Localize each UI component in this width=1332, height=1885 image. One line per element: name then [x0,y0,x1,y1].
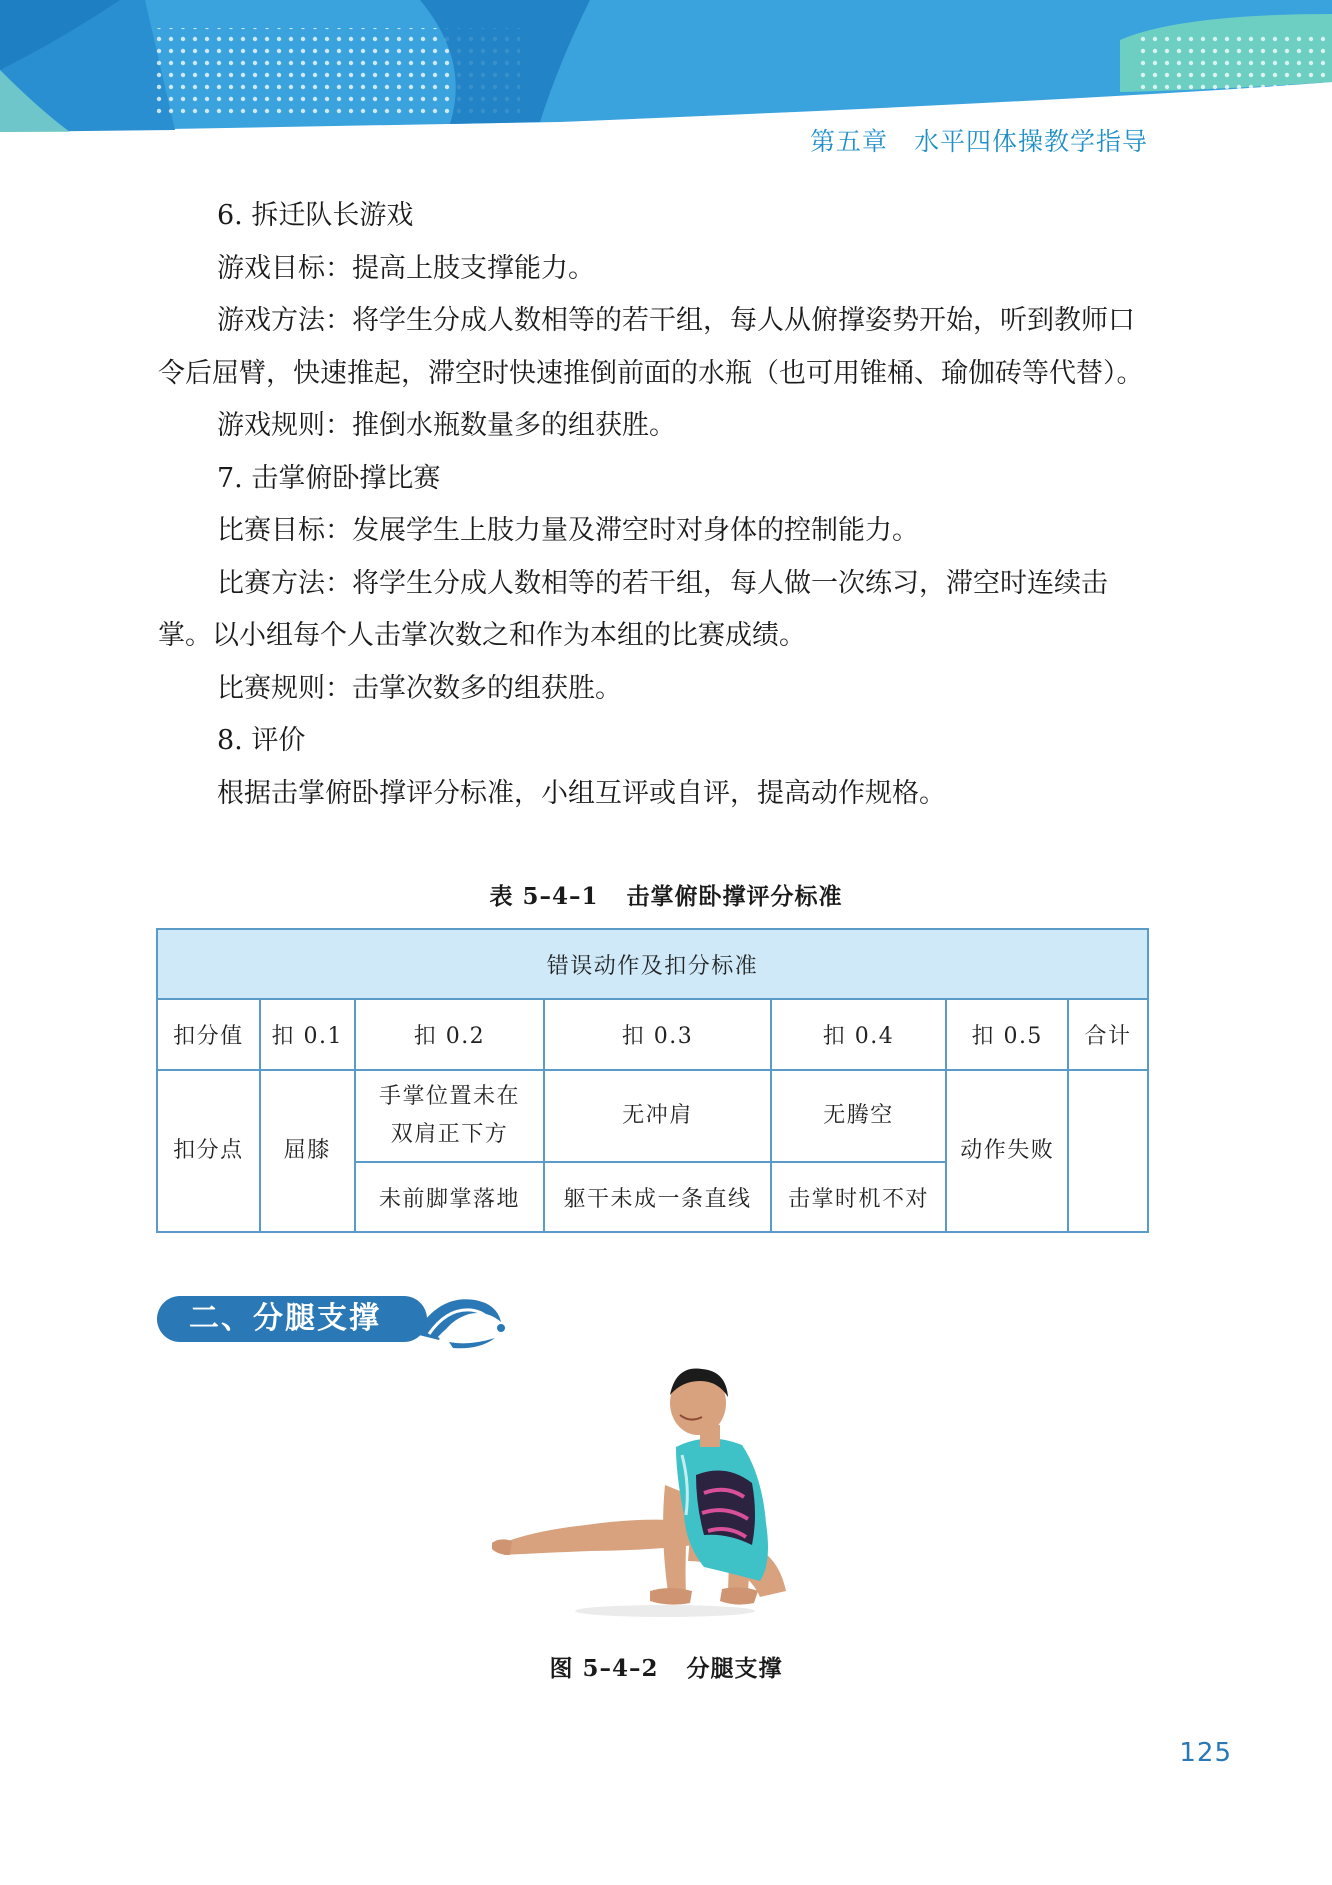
point-cell: 动作失败 [946,1070,1068,1232]
paragraph: 游戏目标：提高上肢支撑能力。 [217,252,595,284]
paragraph: 比赛目标：发展学生上肢力量及滞空时对身体的控制能力。 [217,515,919,546]
value-cell: 扣 0.5 [946,999,1068,1070]
value-cell: 扣 0.3 [544,999,770,1070]
point-cell: 屈膝 [260,1070,355,1232]
total-cell [1068,1070,1148,1232]
point-cell: 手掌位置未在双肩正下方 [355,1070,545,1162]
paragraph: 游戏方法：将学生分成人数相等的若干组，每人从俯撑姿势开始，听到教师口令后屈臂，快速推起，滞空时快速推倒前面的水瓶（也可用锥桶、瑜伽砖等代替）。 [158,305,1144,389]
chapter-number: 第五章 [809,127,888,156]
figure-caption [0,1650,1332,1683]
wave-ornament-icon [409,1290,509,1350]
point-cell: 躯干未成一条直线 [544,1162,770,1232]
paragraph: 比赛规则：击掌次数多的组获胜。 [217,672,622,704]
figure-caption-number: 图 5–4–2 [549,1655,659,1682]
row-label-value: 扣分值 [157,999,260,1070]
scoring-table [156,928,1149,1233]
chapter-name: 水平四体操教学指导 [913,127,1148,156]
heading-8: 8. 评价 [217,725,306,756]
point-cell: 无腾空 [771,1070,947,1162]
body-text [158,190,1148,820]
value-cell: 扣 0.2 [355,999,545,1070]
straddle-support-photo [490,1355,820,1625]
section-heading [157,1296,512,1344]
value-cell: 扣 0.1 [260,999,355,1070]
paragraph: 根据击掌俯卧撑评分标准，小组互评或自评，提高动作规格。 [217,777,946,809]
point-cell: 未前脚掌落地 [355,1162,545,1232]
figure-caption-title: 分腿支撑 [686,1655,783,1682]
value-cell: 扣 0.4 [771,999,947,1070]
header-banner [0,0,1332,140]
table-caption [0,878,1332,911]
row-label-points: 扣分点 [157,1070,260,1232]
section-title: 二、分腿支撑 [157,1296,427,1342]
page-number: 125 [1179,1738,1232,1768]
heading-7: 7. 击掌俯卧撑比赛 [217,462,441,494]
total-header: 合计 [1068,999,1148,1070]
table-header: 错误动作及扣分标准 [157,929,1148,999]
chapter-title [810,122,1148,158]
heading-6: 6. 拆迁队长游戏 [217,200,414,231]
page-header [0,0,1332,156]
paragraph: 比赛方法：将学生分成人数相等的若干组，每人做一次练习，滞空时连续击掌。以小组每个人击掌次数之和作为本组的比赛成绩。 [158,567,1108,651]
table-caption-title: 击掌俯卧撑评分标准 [626,883,843,910]
table-caption-number: 表 5–4–1 [489,883,599,910]
point-cell: 击掌时机不对 [771,1162,947,1232]
paragraph: 游戏规则：推倒水瓶数量多的组获胜。 [217,410,676,441]
point-cell: 无冲肩 [544,1070,770,1162]
